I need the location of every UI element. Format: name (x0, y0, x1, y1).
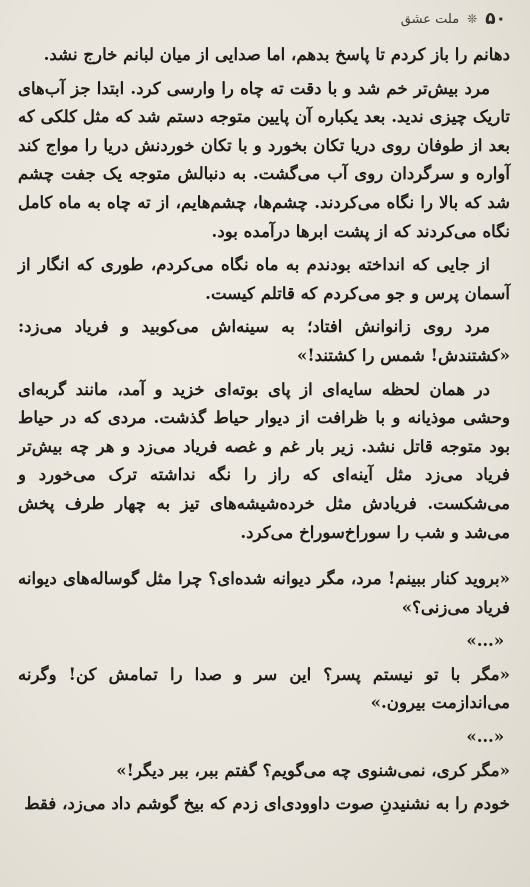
paragraph: دهانم را باز کردم تا پاسخ بدهم، اما صدایی از میان لبانم خارج نشد. (43, 44, 510, 64)
paragraph: مرد روی زانوانش افتاد؛ به سینه‌اش می‌کوبید و فریاد می‌زد: «کشتندش! شمس را کشتند!» (18, 316, 510, 365)
dialogue-line: «...» (466, 630, 504, 651)
book-title: ملت عشق (400, 11, 460, 27)
ornament-icon: ❊ (467, 12, 478, 26)
dialogue-line: «مگر با تو نیستم پسر؟ این سر و صدا را تمامش کن! وگرنه می‌اندازمت بیرون.» (18, 663, 510, 713)
running-header (300, 6, 506, 32)
paragraph: مرد بیش‌تر خم شد و با دقت ته چاه را وارسی کرد. ابتدا جز آب‌های تاریک چیزی ندید. بعد یکباره آن پایین متوجه دستم شد که مثل کلکی که بعد از طوفان روی دریا تکان بخورد و با تکان خوردنش دریا را مواج کند آواره و سرگردان روی آب می‌گشت. به دنبالش متوجه یک جفت چشم شد که بالا را نگاه می‌کردند. چشم‌ها، چشم‌هایم، از ته چاه به ماه کامل نگاه می‌کردند که از پشت ابرها درآمده بود. (18, 77, 510, 241)
dialogue-line: «مگر کری، نمی‌شنوی چه می‌گویم؟ گفتم ببر، ببر دیگر!» (116, 759, 510, 780)
paragraph: خودم را به نشنیدنِ صوت داوودی‌ای زدم که بیخ گوشم داد می‌زد، فقط (24, 793, 510, 814)
dialogue-line: «برويد كنار ببينم! مرد، مگر ديوانه شده‌ای؟ چرا مثل گوساله‌های دیوانه فریاد می‌زنی؟» (18, 568, 510, 617)
paragraph: در همان لحظه سایه‌ای از پای بوته‌ای خزید و آمد، مانند گربه‌ای وحشی موذیانه و با ظرافت از دیوار حیاط گذشت. مردی که در حیاط بود متوجه قاتل نشد. زیر بار غم و غصه فریاد می‌زد و هر چه بیش‌تر فریاد می‌زد مثل آینه‌ای که راز را نگه نداشته ترک می‌خورد و می‌شکست. فریادش مثل خرده‌شیشه‌های تیز به چهار طرف پخش می‌شد و شب را سوراخ‌سوراخ می‌کرد. (18, 378, 510, 542)
page-text (18, 40, 510, 823)
page-number: ۵۰ (485, 9, 506, 29)
paragraph: از جایی که انداخته بودندم به ماه نگاه می‌کردم، طوری که انگار از آسمان پرس و جو می‌کردم که قاتلم کیست. (18, 254, 510, 303)
dialogue-line: «...» (466, 726, 504, 747)
